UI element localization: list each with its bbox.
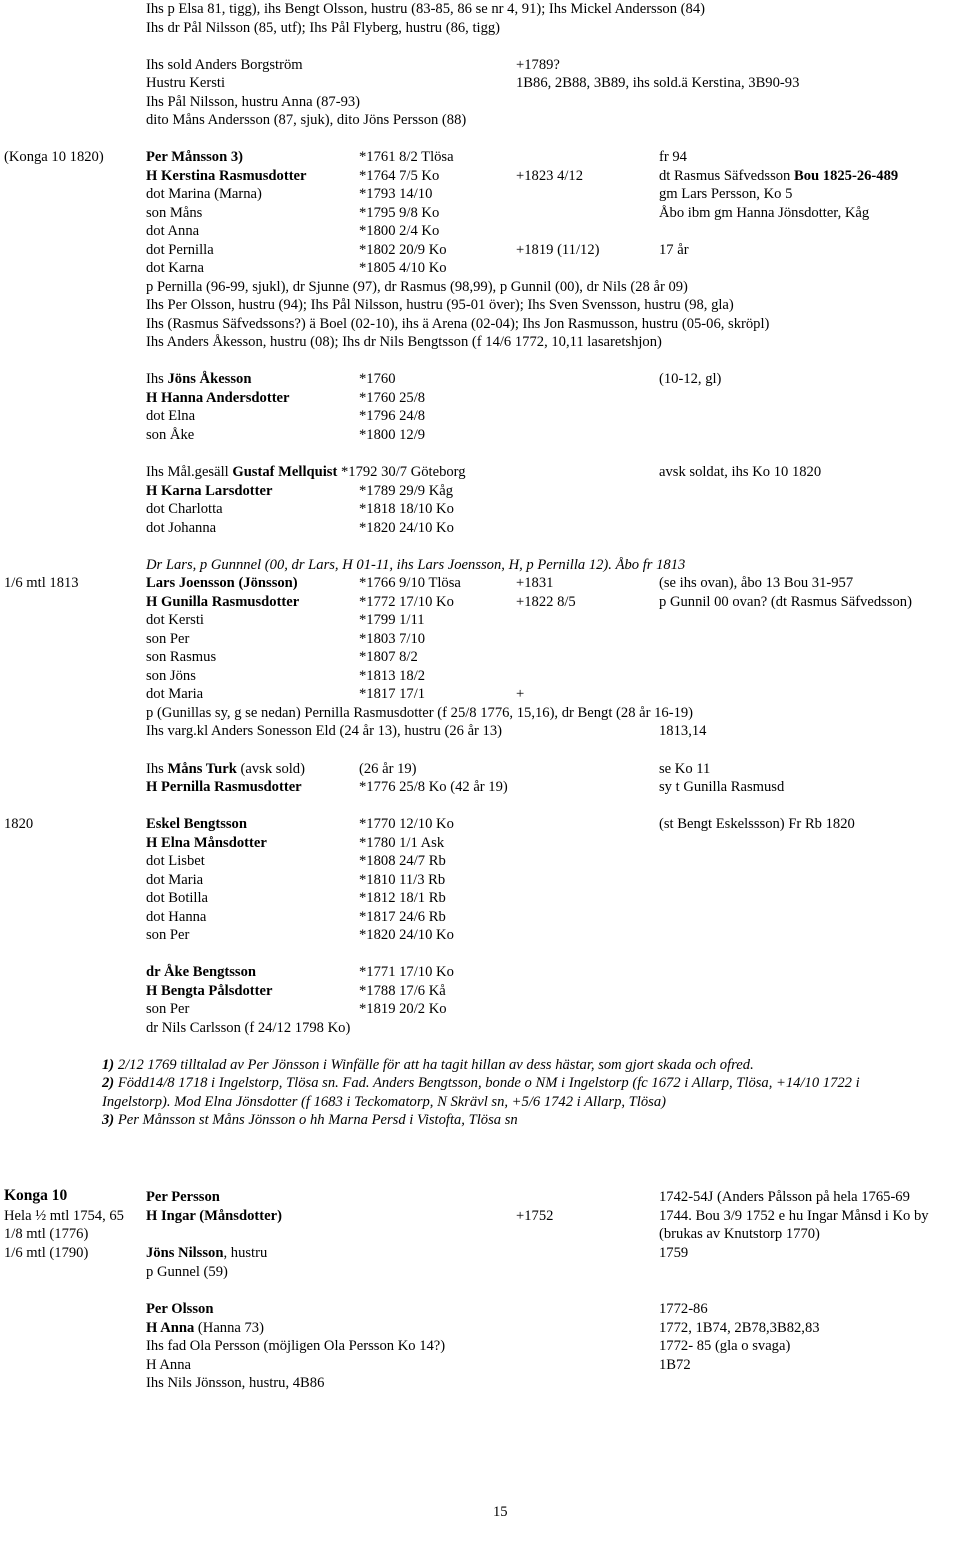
birth: *1813 18/2: [359, 668, 426, 684]
page-number: 15: [493, 1504, 508, 1520]
birth: *1807 8/2: [359, 649, 418, 665]
birth: *1820 24/10 Ko: [359, 927, 454, 943]
text-line: Ihs p Elsa 81, tigg), ihs Bengt Olsson, hustru (83-85, 86 se nr 4, 91); Ihs Mickel Andersson (84): [146, 1, 705, 17]
birth: *1761 8/2 Tlösa: [359, 149, 454, 165]
note: 17 år: [659, 242, 689, 258]
birth: *1810 11/3 Rb: [359, 872, 446, 888]
birth: *1770 12/10 Ko: [359, 816, 454, 832]
person-name: Jöns Nilsson, hustru: [146, 1245, 268, 1261]
text-line: Dr Lars, p Gunnnel (00, dr Lars, H 01-11, ihs Lars Joensson, H, p Pernilla 12). Åbo fr 1813: [146, 557, 686, 573]
death: +1823 4/12: [516, 168, 584, 184]
death: +: [516, 686, 525, 702]
text-line: Ihs Pål Nilsson, hustru Anna (87-93): [146, 94, 361, 110]
text-line: p Pernilla (96-99, sjukl), dr Sjunne (97), dr Rasmus (98,99), p Gunnil (00), dr Nils (28 år 09): [146, 279, 688, 295]
birth: *1819 20/2 Ko: [359, 1001, 447, 1017]
birth: *1799 1/11: [359, 612, 425, 628]
birth: *1812 18/1 Rb: [359, 890, 446, 906]
person-name: p Gunnel (59): [146, 1264, 228, 1280]
person-name: H Anna (Hanna 73): [146, 1320, 264, 1336]
person-name: son Rasmus: [146, 649, 217, 665]
text-line: Hustru Kersti: [146, 75, 226, 91]
person-name: dot Maria: [146, 872, 204, 888]
person-name: H Hanna Andersdotter: [146, 390, 290, 406]
note: (se ihs ovan), åbo 13 Bou 31-957: [659, 575, 854, 591]
birth: *1802 20/9 Ko: [359, 242, 447, 258]
note: 1772-86: [659, 1301, 708, 1317]
death: +1752: [516, 1208, 554, 1224]
note: se Ko 11: [659, 761, 711, 777]
note: fr 94: [659, 149, 687, 165]
birth: *1796 24/8: [359, 408, 426, 424]
note: Åbo ibm gm Hanna Jönsdotter, Kåg: [659, 205, 870, 221]
note: avsk soldat, ihs Ko 10 1820: [659, 464, 822, 480]
person-name: dr Åke Bengtsson: [146, 964, 257, 980]
person-name: H Pernilla Rasmusdotter: [146, 779, 302, 795]
person-name: dot Lisbet: [146, 853, 205, 869]
death: +1819 (11/12): [516, 242, 600, 258]
birth: *1766 9/10 Tlösa: [359, 575, 461, 591]
note: p Gunnil 00 ovan? (dt Rasmus Säfvedsson): [659, 594, 912, 610]
section-label: 1820: [4, 816, 34, 832]
text-line: +1789?: [516, 57, 560, 73]
birth: *1776 25/8 Ko (42 år 19): [359, 779, 508, 795]
person-name: Ihs Mål.gesäll Gustaf Mellquist *1792 30/7 Göteborg: [146, 464, 466, 480]
person-name: Eskel Bengtsson: [146, 816, 247, 832]
footnote: Ingelstorp). Mod Elna Jönsdotter (f 1683 i Teckomatorp, N Skrävl sn, +5/6 1742 i Allarp, Tlösa): [102, 1094, 666, 1110]
person-name: son Åke: [146, 427, 195, 443]
person-name: dot Elna: [146, 408, 196, 424]
birth: *1808 24/7 Rb: [359, 853, 446, 869]
note: (10-12, gl): [659, 371, 722, 387]
person-name: dot Karna: [146, 260, 204, 276]
text-line: Ihs dr Pål Nilsson (85, utf); Ihs Pål Flyberg, hustru (86, tigg): [146, 20, 501, 36]
footnote: 3) Per Månsson st Måns Jönsson o hh Marna Persd i Vistofta, Tlösa sn: [102, 1112, 518, 1128]
birth: *1820 24/10 Ko: [359, 520, 454, 536]
note: 1744. Bou 3/9 1752 e hu Ingar Månsd i Ko by: [659, 1208, 929, 1224]
note: 1759: [659, 1245, 689, 1261]
note: 1772, 1B74, 2B78,3B82,83: [659, 1320, 820, 1336]
person-name: H Gunilla Rasmusdotter: [146, 594, 300, 610]
section-label: 1/8 mtl (1776): [4, 1226, 89, 1242]
birth: *1800 12/9: [359, 427, 426, 443]
note: 1742-54J (Anders Pålsson på hela 1765-69: [659, 1189, 910, 1205]
person-name: son Måns: [146, 205, 203, 221]
text-line: dito Måns Andersson (87, sjuk), dito Jöns Persson (88): [146, 112, 467, 128]
text-line: p (Gunillas sy, g se nedan) Pernilla Rasmusdotter (f 25/8 1776, 15,16), dr Bengt (28 år 16-19): [146, 705, 694, 721]
text-line: Ihs Anders Åkesson, hustru (08); Ihs dr Nils Bengtsson (f 14/6 1772, 10,11 lasaretshjon): [146, 334, 662, 350]
birth: *1817 17/1: [359, 686, 426, 702]
person-name: dot Kersti: [146, 612, 204, 628]
birth: *1760 25/8: [359, 390, 426, 406]
person-name: Per Persson: [146, 1189, 220, 1205]
section-label: 1/6 mtl (1790): [4, 1245, 89, 1261]
footnote: 1) 2/12 1769 tilltalad av Per Jönsson i Winfälle för att ha tagit hillan av dess hästar, som gjort skada och ofred.: [102, 1057, 754, 1073]
person-name: H Karna Larsdotter: [146, 483, 273, 499]
note: (st Bengt Eskelssson) Fr Rb 1820: [659, 816, 855, 832]
section-label: Hela ½ mtl 1754, 65: [4, 1208, 124, 1224]
person-name: Ihs fad Ola Persson (möjligen Ola Persson Ko 14?): [146, 1338, 446, 1354]
birth: *1788 17/6 Kå: [359, 983, 446, 999]
person-name: dot Botilla: [146, 890, 209, 906]
section-label: 1/6 mtl 1813: [4, 575, 79, 591]
person-name: Ihs Nils Jönsson, hustru, 4B86: [146, 1375, 325, 1391]
person-name: dot Johanna: [146, 520, 217, 536]
person-name: Ihs Måns Turk (avsk sold): [146, 761, 305, 777]
person-name: Per Olsson: [146, 1301, 214, 1317]
birth: *1793 14/10: [359, 186, 433, 202]
person-name: Lars Joensson (Jönsson): [146, 575, 298, 591]
birth: *1771 17/10 Ko: [359, 964, 454, 980]
person-name: Ihs Jöns Åkesson: [146, 371, 252, 387]
person-name: H Anna: [146, 1357, 191, 1373]
note: 1B72: [659, 1357, 691, 1373]
section-title: Konga 10: [4, 1187, 68, 1204]
text-line: Ihs sold Anders Borgström: [146, 57, 303, 73]
birth: *1760: [359, 371, 396, 387]
birth: *1772 17/10 Ko: [359, 594, 454, 610]
text-line: 1B86, 2B88, 3B89, ihs sold.ä Kerstina, 3B90-93: [516, 75, 800, 91]
person-name: dot Pernilla: [146, 242, 214, 258]
note: dt Rasmus Säfvedsson Bou 1825-26-489: [659, 168, 899, 184]
person-name: H Elna Månsdotter: [146, 835, 267, 851]
person-name: son Per: [146, 1001, 190, 1017]
death: +1831: [516, 575, 554, 591]
person-name: H Kerstina Rasmusdotter: [146, 168, 307, 184]
text-line: Ihs (Rasmus Säfvedssons?) ä Boel (02-10), ihs ä Arena (02-04); Ihs Jon Rasmusson, hustru (05-06, skröpl): [146, 316, 770, 332]
birth: *1803 7/10: [359, 631, 426, 647]
person-name: Per Månsson 3): [146, 149, 244, 165]
person-name: dr Nils Carlsson (f 24/12 1798 Ko): [146, 1020, 351, 1036]
note: gm Lars Persson, Ko 5: [659, 186, 793, 202]
section-label: (Konga 10 1820): [4, 149, 104, 165]
birth: (26 år 19): [359, 761, 417, 777]
person-name: son Per: [146, 927, 190, 943]
note: sy t Gunilla Rasmusd: [659, 779, 785, 795]
birth: *1764 7/5 Ko: [359, 168, 440, 184]
text-line: Ihs Per Olsson, hustru (94); Ihs Pål Nilsson, hustru (95-01 över); Ihs Sven Svensson, hustru (98, gla): [146, 297, 734, 313]
note: 1772- 85 (gla o svaga): [659, 1338, 791, 1354]
person-name: dot Maria: [146, 686, 204, 702]
birth: *1805 4/10 Ko: [359, 260, 447, 276]
birth: *1789 29/9 Kåg: [359, 483, 454, 499]
person-name: dot Anna: [146, 223, 200, 239]
person-name: H Bengta Pålsdotter: [146, 983, 273, 999]
person-name: dot Hanna: [146, 909, 207, 925]
text-line: Ihs varg.kl Anders Sonesson Eld (24 år 13), hustru (26 år 13): [146, 723, 503, 739]
death: +1822 8/5: [516, 594, 576, 610]
birth: *1780 1/1 Ask: [359, 835, 445, 851]
person-name: dot Charlotta: [146, 501, 223, 517]
birth: *1818 18/10 Ko: [359, 501, 454, 517]
footnote: 2) Född14/8 1718 i Ingelstorp, Tlösa sn. Fad. Anders Bengtsson, bonde o NM i Ingelstorp (fc 1672 i Allarp, Tlösa, +14/10 1722 i: [102, 1075, 860, 1091]
person-name: H Ingar (Månsdotter): [146, 1208, 282, 1224]
person-name: son Per: [146, 631, 190, 647]
note: (brukas av Knutstorp 1770): [659, 1226, 820, 1242]
note: 1813,14: [659, 723, 707, 739]
birth: *1817 24/6 Rb: [359, 909, 446, 925]
birth: *1800 2/4 Ko: [359, 223, 440, 239]
birth: *1795 9/8 Ko: [359, 205, 440, 221]
person-name: dot Marina (Marna): [146, 186, 262, 202]
person-name: son Jöns: [146, 668, 196, 684]
